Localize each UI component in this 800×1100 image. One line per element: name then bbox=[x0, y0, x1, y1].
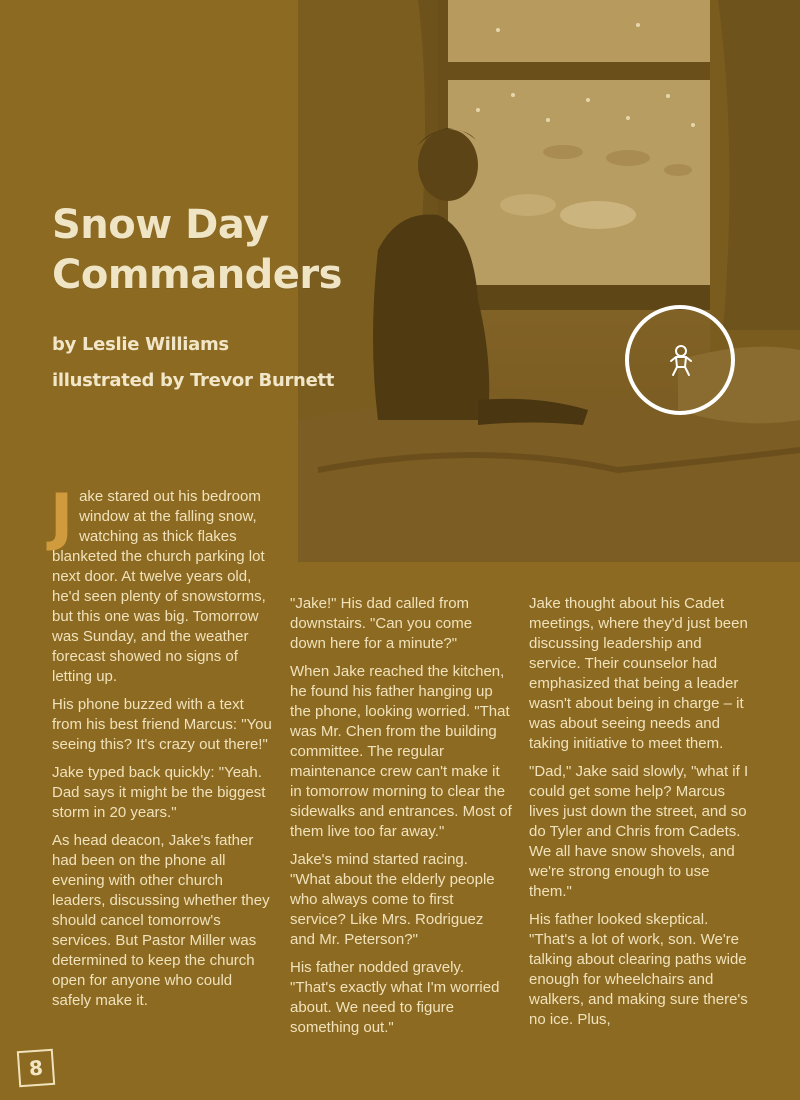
paragraph: Jake stared out his bedroom window at the falling snow, watching as thick flakes blanketed the church parking lot next door. At twelve years old, he'd seen plenty of snowstorms, but this one was big. Tomorrow was Sunday, and the weather forecast showed no signs of letting up. bbox=[50, 480, 266, 685]
body-column-1 bbox=[50, 480, 274, 1019]
gingerbread-person-icon bbox=[669, 345, 693, 377]
paragraph: Jake typed back quickly: "Yeah. Dad says it might be the biggest storm in 20 years." bbox=[52, 764, 266, 821]
body-column-3 bbox=[529, 594, 753, 1038]
paragraph: When Jake reached the kitchen, he found his father hanging up the phone, looking worried. "That was Mr. Chen from the building committee. The regular maintenance crew can't make it in tomorrow morning to clear the sidewalks and entrances. Most of them live too far away." bbox=[290, 663, 512, 840]
article-title bbox=[52, 200, 342, 300]
title-line-1: Snow Day bbox=[52, 202, 269, 248]
gingerbread-badge bbox=[625, 305, 735, 415]
body-column-2 bbox=[290, 594, 512, 1046]
illustrator-byline: illustrated by Trevor Burnett bbox=[52, 370, 335, 391]
paragraph: Jake thought about his Cadet meetings, where they'd just been discussing leadership and service. Their counselor had emphasized that being a leader wasn't about being in charge – it was about seeing needs and taking initiative to meet them. bbox=[529, 595, 748, 752]
paragraph: "Jake!" His dad called from downstairs. "Can you come down here for a minute?" bbox=[290, 595, 473, 652]
paragraph: As head deacon, Jake's father had been on the phone all evening with other church leaders, discussing whether they should cancel tomorrow's services. But Pastor Miller was determined to keep the church open for anyone who could safely make it. bbox=[52, 832, 270, 1009]
paragraph: His father looked skeptical. "That's a lot of work, son. We're talking about clearing paths wide enough for wheelchairs and walkers, and making sure there's no ice. Plus, bbox=[529, 911, 748, 1028]
author-byline: by Leslie Williams bbox=[52, 334, 229, 355]
paragraph: "Dad," Jake said slowly, "what if I could get some help? Marcus lives just down the street, and so do Tyler and Chris from Cadets. We all have snow shovels, and we're strong enough to use them." bbox=[529, 763, 749, 900]
illustration-art bbox=[298, 0, 800, 562]
title-line-2: Commanders bbox=[52, 252, 342, 298]
page-number: 8 bbox=[17, 1049, 55, 1087]
paragraph: His phone buzzed with a text from his best friend Marcus: "You seeing this? It's crazy out there!" bbox=[52, 696, 272, 753]
paragraph: His father nodded gravely. "That's exactly what I'm worried about. We need to figure something out." bbox=[290, 959, 500, 1036]
illustration-boy-at-window bbox=[298, 0, 800, 562]
paragraph: Jake's mind started racing. "What about the elderly people who always come to first service? Like Mrs. Rodriguez and Mr. Peterson?" bbox=[290, 851, 495, 948]
drop-cap: J bbox=[50, 480, 74, 553]
